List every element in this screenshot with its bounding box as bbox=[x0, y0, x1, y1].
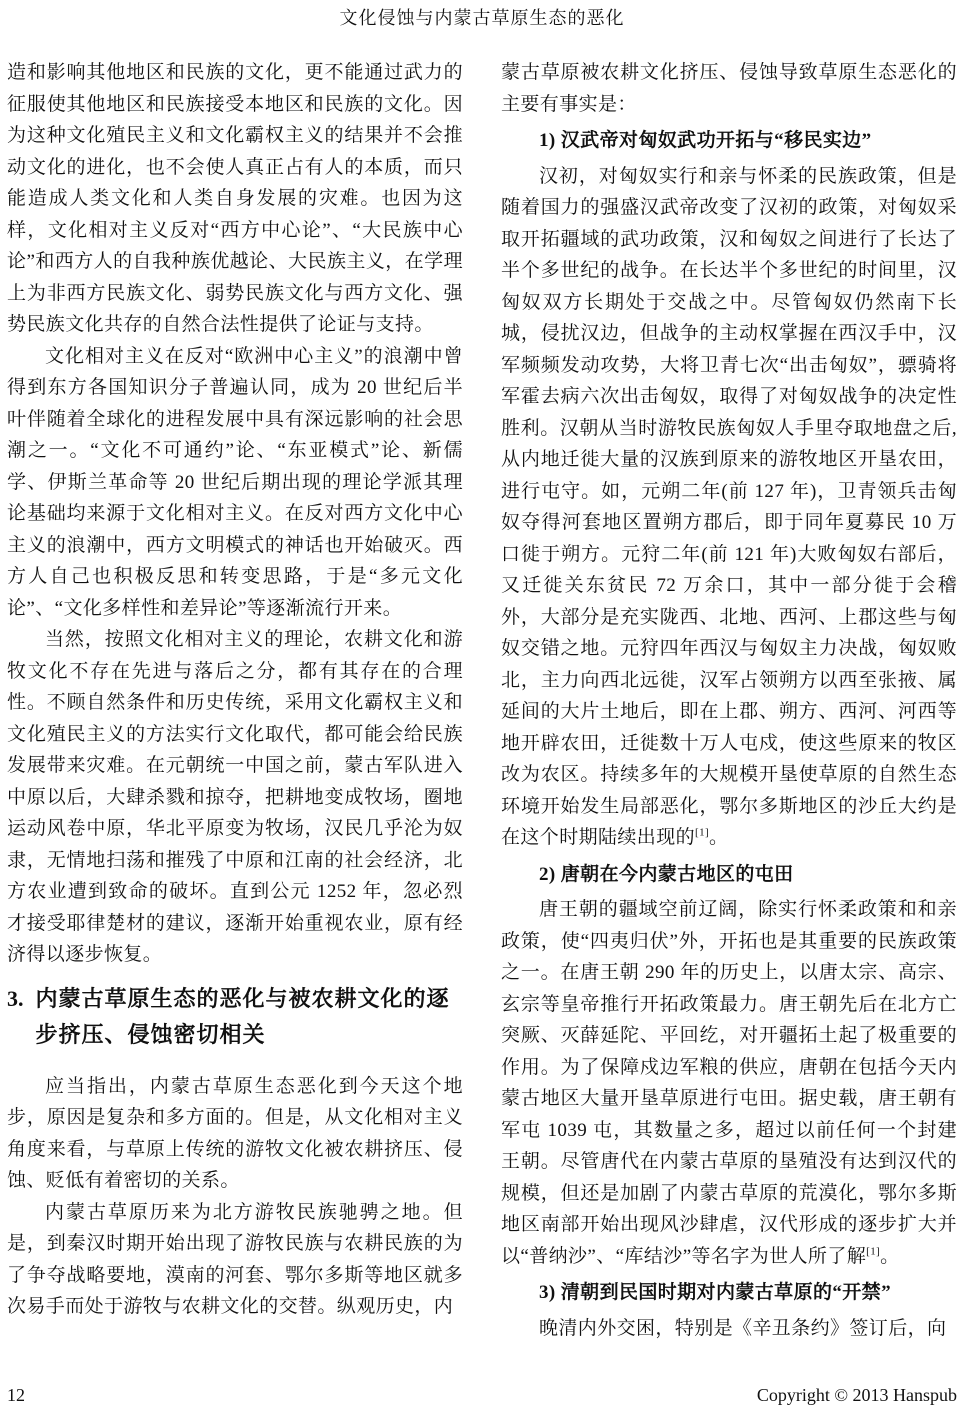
paragraph: 造和影响其他地区和民族的文化，更不能通过武力的征服使其他地区和民族接受本地区和民族的文化。因为这种文化殖民主义和文化霸权主义的结果并不会推动文化的进化，也不会使人真正占有人的本质，而只能造成人类文化和人类自身发展的灾难。也因为这样，文化相对主义反对“西方中心论”、“大民族中心论”和西方人的自我种族优越论、大民族主义，在学理上为非西方民族文化、弱势民族文化与西方文化、强势民族文化共存的自然合法性提供了论证与支持。 bbox=[7, 62, 463, 335]
subsection-heading: 2) 唐朝在今内蒙古地区的屯田 bbox=[539, 863, 794, 885]
left-column bbox=[7, 57, 463, 1344]
paragraph: 内蒙古草原历来为北方游牧民族驰骋之地。但是，到秦汉时期开始出现了游牧民族与农耕民族的为了争夺战略要地，漠南的河套、鄂尔多斯等地区就多次易手而处于游牧与农耕文化的交替。纵观历史，内 bbox=[7, 1201, 463, 1317]
right-column bbox=[501, 57, 957, 1344]
subsection-heading: 3) 清朝到民国时期对内蒙古草原的“开禁” bbox=[539, 1282, 891, 1303]
section-title: 内蒙古草原生态的恶化与被农耕文化的逐步挤压、侵蚀密切相关 bbox=[35, 985, 450, 1047]
paragraph: 晚清内外交困，特别是《辛丑条约》签订后，向 bbox=[539, 1317, 947, 1339]
paragraph: 文化相对主义在反对“欧洲中心主义”的浪潮中曾得到东方各国知识分子普遍认同，成为 20 世纪后半叶伴随着全球化的进程发展中具有深远影响的社会思潮之一。“文化不可通约”论、“东亚模式”论、新儒学、伊斯兰革命等 20 世纪后期出现的理论学派其理论基础均来源于文化相对主义。在反对西方文化中心主义的浪潮中，西方文明模式的神话也开始破灭。西方人自己也积极反思和转变思路，于是“多元文化论”、“文化多样性和差异论”等逐渐流行开来。 bbox=[7, 345, 463, 619]
page-number: 12 bbox=[7, 1385, 25, 1405]
copyright: Copyright © 2013 Hanspub bbox=[756, 1385, 957, 1405]
paragraph: 汉初，对匈奴实行和亲与怀柔的民族政策，但是随着国力的强盛汉武帝改变了汉初的政策，对匈奴采取开拓疆域的武功政策，汉和匈奴之间进行了长达了半个多世纪的战争。在长达半个多世纪的时间里，汉匈奴双方长期处于交战之中。尽管匈奴仍然南下长城，侵扰汉边，但战争的主动权掌握在西汉手中，汉军频频发动攻势，大将卫青七次“出击匈奴”，骠骑将军霍去病六次出击匈奴，取得了对匈奴战争的决定性胜利。汉朝从当时游牧民族匈奴人手里夺取地盘之后,从内地迁徙大量的汉族到原来的游牧地区开垦农田，进行屯守。如，元朔二年(前 127 年)，卫青领兵击匈奴夺得河套地区置朔方郡后，即于同年夏募民 10 万口徙于朔方。元狩二年(前 121 年)大败匈奴右部后，又迁徙关东贫民 72 万余口，其中一部分徙于会稽外，大部分是充实陇西、北地、西河、上郡这些与匈奴交错之地。元狩四年西汉与匈奴主力决战，匈奴败北，主力向西北远徙，汉军占领朔方以西至张掖、属延间的大片土地后，即在上郡、朔方、西河、河西等地开辟农田，迁徙数十万人屯戍，使这些原来的牧区改为农区。持续多年的大规模开垦使草原的自然生态环境开始发生局部恶化，鄂尔多斯地区的沙丘大约是在这个时期陆续出现的[1]。 bbox=[501, 165, 957, 848]
section-heading bbox=[7, 981, 463, 1053]
running-title: 文化侵蚀与内蒙古草原生态的恶化 bbox=[339, 8, 625, 28]
subsection-heading: 1) 汉武帝对匈奴武功开拓与“移民实边” bbox=[539, 130, 872, 151]
two-column-body bbox=[0, 57, 964, 1344]
paragraph: 蒙古草原被农耕文化挤压、侵蚀导致草原生态恶化的主要有事实是： bbox=[501, 62, 957, 115]
paragraph: 当然，按照文化相对主义的理论，农耕文化和游牧文化不存在先进与落后之分，都有其存在的合理性。不顾自然条件和历史传统，采用文化霸权主义和文化殖民主义的方法实行文化取代，都可能会给民族发展带来灾难。在元朝统一中国之前，蒙古军队进入中原以后，大肆杀戮和掠夺，把耕地变成牧场，圈地运动风卷中原，华北平原变为牧场，汉民几乎沦为奴隶，无情地扫荡和摧残了中原和江南的社会经济，北方农业遭到致命的破坏。直到公元 1252 年，忽必烈才接受耶律楚材的建议，逐渐开始重视农业，原有经济得以逐步恢复。 bbox=[7, 629, 463, 965]
section-number: 3. bbox=[7, 985, 24, 1011]
paragraph: 唐王朝的疆域空前辽阔，除实行怀柔政策和和亲政策，使“四夷归伏”外，开拓也是其重要的民族政策之一。在唐王朝 290 年的历史上，以唐太宗、高宗、玄宗等皇帝推行开拓政策最力。唐王朝先后在北方亡突厥、灭薛延陀、平回纥，对开疆拓土起了极重要的作用。为了保障戍边军粮的供应，唐朝在包括今天内蒙古地区大量开垦草原进行屯田。据史载，唐王朝有军屯 1039 屯，其数量之多，超过以前任何一个封建王朝。尽管唐代在内蒙古草原的垦殖没有达到汉代的规模，但还是加剧了内蒙古草原的荒漠化，鄂尔多斯地区南部开始出现风沙肆虐，汉代形成的逐步扩大并以“普纳沙”、“库结沙”等名字为世人所了解[1]。 bbox=[501, 899, 957, 1267]
paragraph: 应当指出，内蒙古草原生态恶化到今天这个地步，原因是复杂和多方面的。但是，从文化相对主义角度来看，与草原上传统的游牧文化被农耕挤压、侵蚀、贬低有着密切的关系。 bbox=[7, 1075, 463, 1191]
page-footer bbox=[7, 1385, 957, 1406]
